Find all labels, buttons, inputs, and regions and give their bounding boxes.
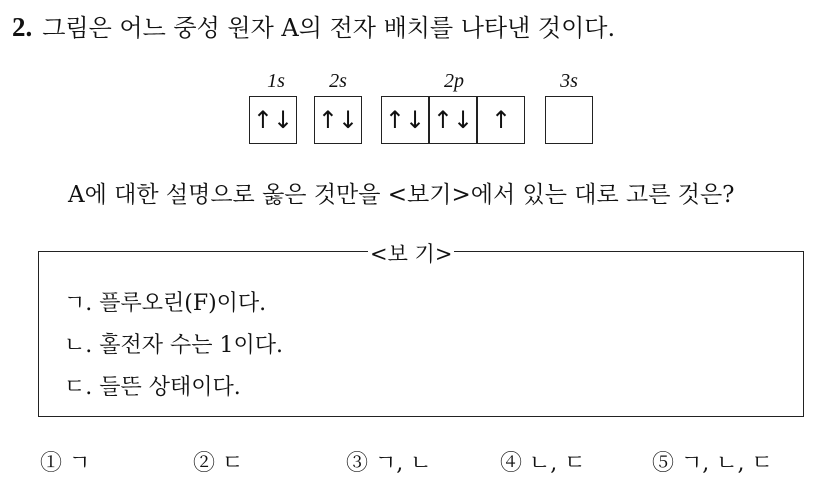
statement-nieun: ㄴ. 홀전자 수는 1이다. bbox=[64, 333, 283, 358]
question-text: 그림은 어느 중성 원자 A의 전자 배치를 나타낸 것이다. bbox=[42, 14, 616, 42]
question-prompt: A에 대한 설명으로 옳은 것만을 <보기>에서 있는 대로 고른 것은? bbox=[68, 182, 735, 208]
bogi-title: <보 기> bbox=[368, 238, 454, 268]
orbital-box-2p-3: ↑ bbox=[477, 96, 525, 144]
orbital-label-2p: 2p bbox=[444, 70, 464, 92]
orbital-label-3s: 3s bbox=[560, 70, 578, 92]
orbital-box-2s: ↑↓ bbox=[314, 96, 362, 144]
orbital-box-2p-1: ↑↓ bbox=[381, 96, 429, 144]
orbital-box-3s bbox=[545, 96, 593, 144]
question-number: 2. bbox=[12, 12, 33, 42]
choice-1[interactable]: ① ㄱ bbox=[40, 451, 91, 476]
orbital-box-2p-2: ↑↓ bbox=[429, 96, 477, 144]
choice-2[interactable]: ② ㄷ bbox=[193, 451, 244, 476]
choice-3[interactable]: ③ ㄱ, ㄴ bbox=[346, 451, 432, 476]
statement-digeut: ㄷ. 들뜬 상태이다. bbox=[64, 375, 241, 400]
orbital-box-1s: ↑↓ bbox=[249, 96, 297, 144]
choice-4[interactable]: ④ ㄴ, ㄷ bbox=[500, 451, 586, 476]
orbital-label-2s: 2s bbox=[329, 70, 347, 92]
orbital-label-1s: 1s bbox=[267, 70, 285, 92]
statement-giyeok: ㄱ. 플루오린(F)이다. bbox=[64, 291, 267, 316]
choice-5[interactable]: ⑤ ㄱ, ㄴ, ㄷ bbox=[652, 451, 773, 476]
question-row bbox=[12, 8, 615, 43]
